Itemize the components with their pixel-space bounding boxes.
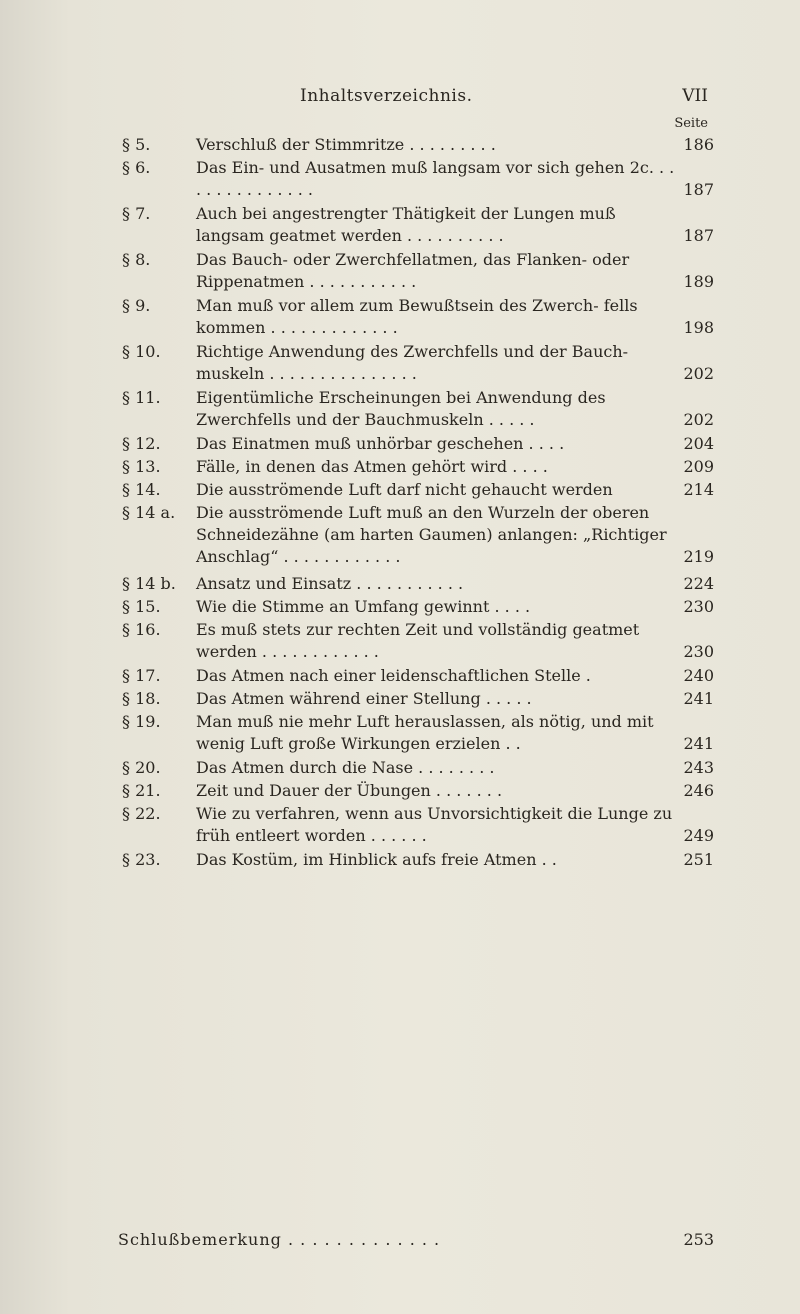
toc-entry-number: § 10. <box>122 342 161 361</box>
toc-entry-number: § 22. <box>122 804 161 823</box>
toc-entry-page: 189 <box>683 272 714 291</box>
toc-entry <box>124 573 714 595</box>
toc-entry-page: 240 <box>683 666 714 685</box>
page-title: Inhaltsverzeichnis. <box>300 86 473 106</box>
toc-entry-number: § 19. <box>122 712 161 731</box>
toc-entry-text: Das Bauch- oder Zwerchfellatmen, das Flanken- oder Rippenatmen . . . . . . . . . . . <box>196 250 630 291</box>
toc-entry-page: 241 <box>683 734 714 753</box>
toc-entry-number: § 14 a. <box>122 503 176 522</box>
toc-entry-text: Richtige Anwendung des Zwerchfells und der Bauch- muskeln . . . . . . . . . . . . . . . <box>196 342 629 383</box>
toc-entry <box>124 757 714 779</box>
toc-entry <box>124 479 714 501</box>
toc-entry <box>124 619 714 663</box>
toc-entry-page: 202 <box>683 364 714 383</box>
toc-entry-text: Das Atmen durch die Nase . . . . . . . . <box>196 758 495 777</box>
toc-entry-page: 219 <box>683 547 714 566</box>
toc-entry <box>124 849 714 871</box>
toc-entry-page: 214 <box>683 480 714 499</box>
toc-entry-page: 230 <box>683 642 714 661</box>
page-header <box>0 86 800 110</box>
toc-entry <box>124 295 714 339</box>
toc-entry-number: § 8. <box>122 250 151 269</box>
toc-entry <box>124 711 714 755</box>
toc-entry-text: Wie die Stimme an Umfang gewinnt . . . . <box>196 597 531 616</box>
toc-entry-page: 186 <box>683 135 714 154</box>
toc-entry <box>124 502 714 568</box>
toc-entry <box>124 596 714 618</box>
toc-entry-page: 243 <box>683 758 714 777</box>
toc-entry-page: 241 <box>683 689 714 708</box>
toc-entry-number: § 12. <box>122 434 161 453</box>
closing-entry-text: Schlußbemerkung . . . . . . . . . . . . . <box>118 1230 441 1249</box>
toc-entry-number: § 13. <box>122 457 161 476</box>
toc-entry-number: § 15. <box>122 597 161 616</box>
toc-entry-text: Verschluß der Stimmritze . . . . . . . . . <box>196 135 496 154</box>
toc-entry <box>124 803 714 847</box>
toc-entry <box>124 203 714 247</box>
toc-entry-text: Man muß nie mehr Luft herauslassen, als nötig, und mit wenig Luft große Wirkungen erzielen . . <box>196 712 654 753</box>
toc-entry <box>124 157 714 201</box>
toc-entry <box>124 387 714 431</box>
toc-entry-number: § 9. <box>122 296 151 315</box>
toc-entry <box>124 780 714 802</box>
toc-entry-number: § 5. <box>122 135 151 154</box>
toc-entry <box>124 456 714 478</box>
toc-entry-page: 224 <box>683 574 714 593</box>
toc-entry-text: Das Atmen während einer Stellung . . . . . <box>196 689 532 708</box>
toc-entry-page: 230 <box>683 597 714 616</box>
page-number: VII <box>682 86 708 106</box>
toc-entry <box>124 688 714 710</box>
toc-entry-text: Wie zu verfahren, wenn aus Unvorsichtigkeit die Lunge zu früh entleert worden . . . . . . <box>196 804 673 845</box>
toc-entry-text: Die ausströmende Luft darf nicht gehaucht werden <box>196 480 613 499</box>
toc-entry-number: § 17. <box>122 666 161 685</box>
toc-entry-page: 202 <box>683 410 714 429</box>
toc-entry-page: 246 <box>683 781 714 800</box>
toc-entry-text: Ansatz und Einsatz . . . . . . . . . . . <box>196 574 464 593</box>
toc-entry-text: Es muß stets zur rechten Zeit und vollständig geatmet werden . . . . . . . . . . . . <box>196 620 640 661</box>
toc-entry-number: § 7. <box>122 204 151 223</box>
toc-entry-text: Das Einatmen muß unhörbar geschehen . . . . <box>196 434 565 453</box>
toc-entry <box>124 665 714 687</box>
toc-entry <box>124 433 714 455</box>
toc-entry-number: § 14 b. <box>122 574 176 593</box>
toc-entry-text: Eigentümliche Erscheinungen bei Anwendung des Zwerchfells und der Bauchmuskeln . . . . . <box>196 388 606 429</box>
toc-entry <box>124 134 714 156</box>
toc-entry-number: § 23. <box>122 850 161 869</box>
toc-entry-text: Das Atmen nach einer leidenschaftlichen Stelle . <box>196 666 591 685</box>
toc-entry-number: § 14. <box>122 480 161 499</box>
toc-entry <box>124 249 714 293</box>
toc-entry-number: § 21. <box>122 781 161 800</box>
toc-entry-page: 251 <box>683 850 714 869</box>
toc-entry-number: § 20. <box>122 758 161 777</box>
toc-entry <box>124 341 714 385</box>
toc-entry-number: § 6. <box>122 158 151 177</box>
toc-entry-number: § 11. <box>122 388 161 407</box>
toc-entry-page: 209 <box>683 457 714 476</box>
toc-entry-page: 187 <box>683 226 714 245</box>
toc-entry-page: 249 <box>683 826 714 845</box>
toc-entry-number: § 18. <box>122 689 161 708</box>
toc-entry-text: Fälle, in denen das Atmen gehört wird . . . . <box>196 457 548 476</box>
page-column-label: Seite <box>674 116 708 131</box>
toc-entry-text: Das Kostüm, im Hinblick aufs freie Atmen . . <box>196 850 557 869</box>
toc-entry-text: Die ausströmende Luft muß an den Wurzeln der oberen Schneidezähne (am harten Gaumen) anlangen: „Richtiger Anschlag“ . . . . . . . . . . . . <box>196 503 667 566</box>
toc-entry-page: 204 <box>683 434 714 453</box>
closing-entry-page: 253 <box>683 1230 714 1249</box>
toc-entry-page: 198 <box>683 318 714 337</box>
toc-entry-number: § 16. <box>122 620 161 639</box>
toc-entry-text: Das Ein- und Ausatmen muß langsam vor sich gehen 2c. . . . . . . . . . . . . . . <box>196 158 675 199</box>
toc-entry-text: Auch bei angestrengter Thätigkeit der Lungen muß langsam geatmet werden . . . . . . . . . . <box>196 204 616 245</box>
toc-entry-page: 187 <box>683 180 714 199</box>
toc-entry-text: Zeit und Dauer der Übungen . . . . . . . <box>196 781 503 800</box>
toc-entry-text: Man muß vor allem zum Bewußtsein des Zwerch- fells kommen . . . . . . . . . . . . . <box>196 296 638 337</box>
